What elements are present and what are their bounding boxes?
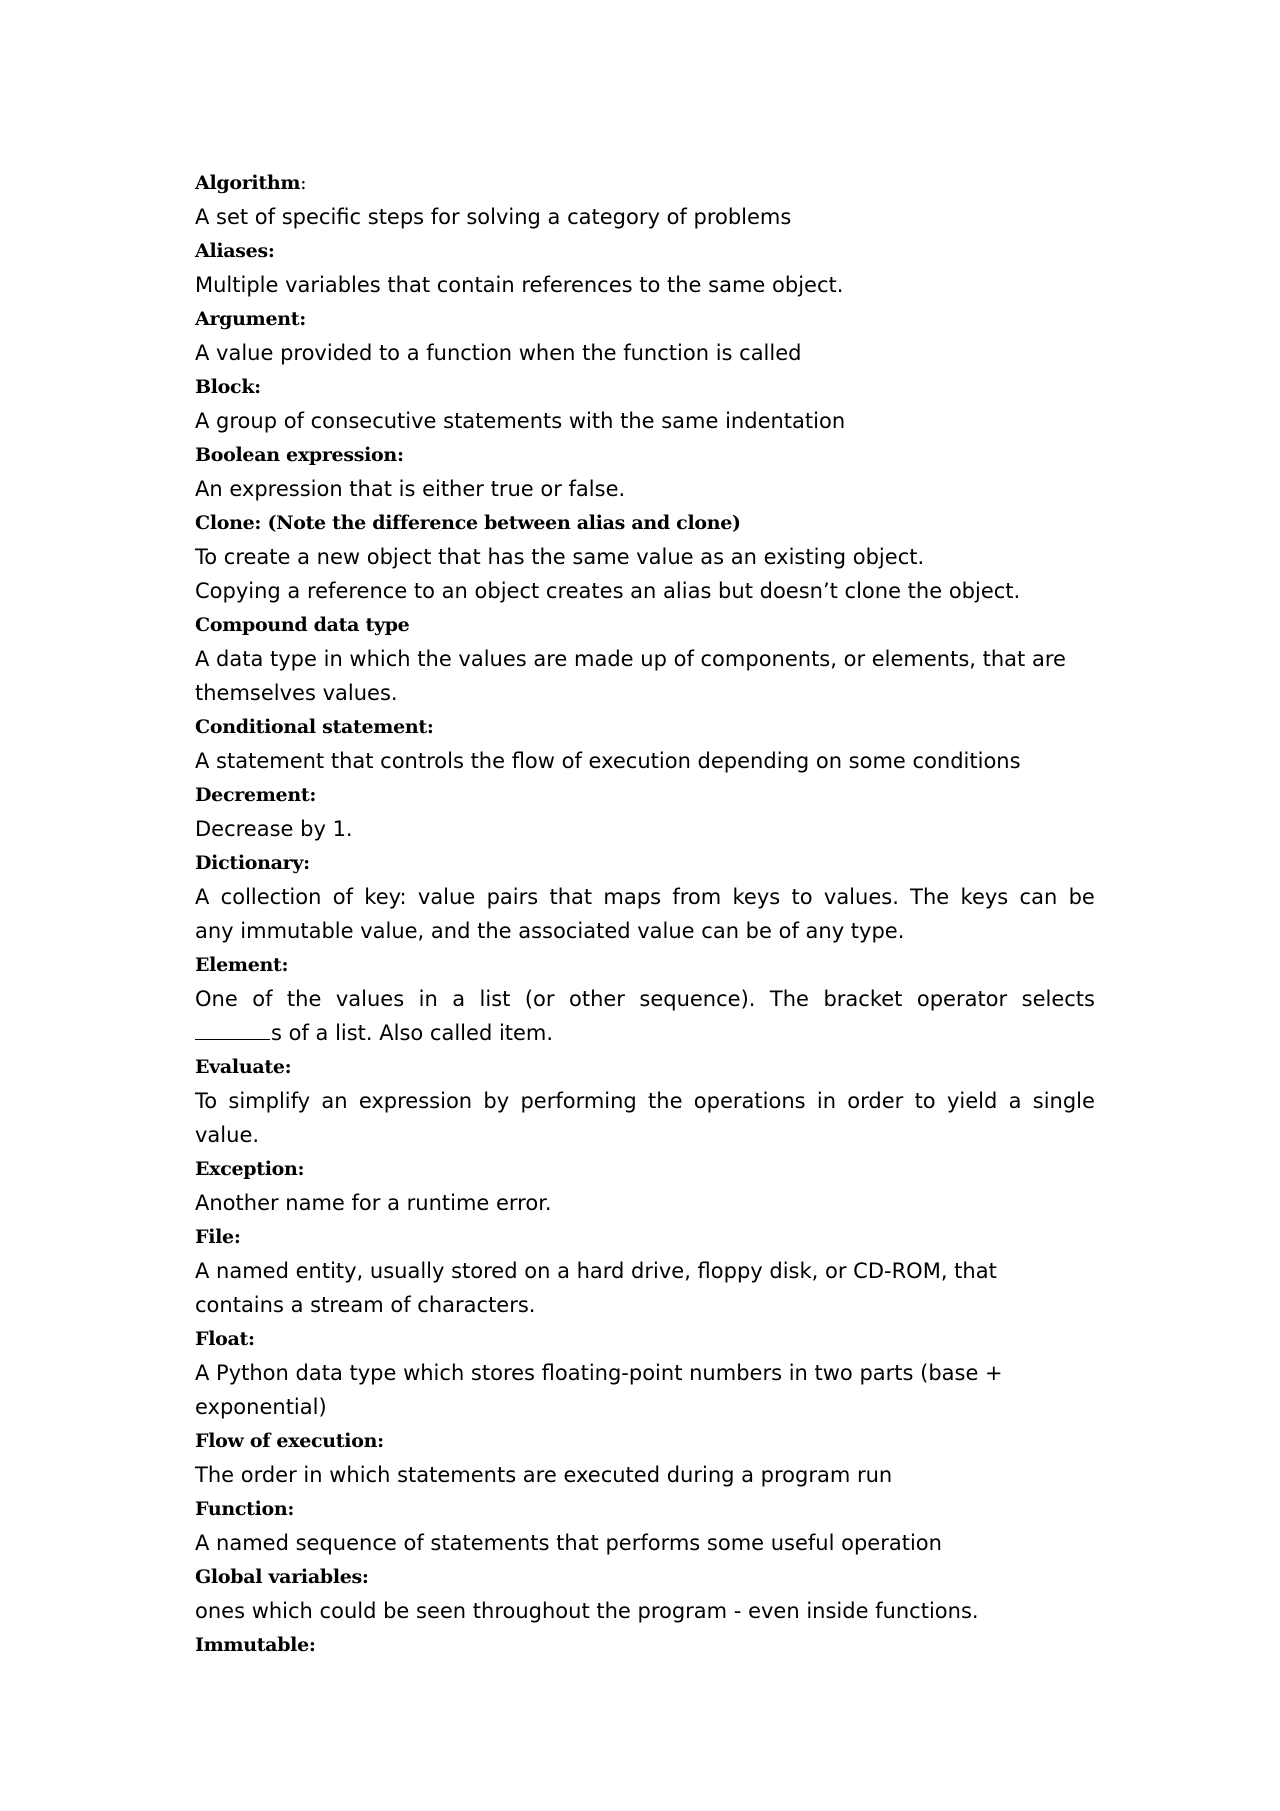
word: expression	[358, 1089, 473, 1113]
term-flow-of-execution: Flow of execution:	[195, 1430, 384, 1452]
word: that	[549, 885, 593, 909]
word: to	[791, 885, 813, 909]
term-global-variables: Global variables:	[195, 1566, 369, 1588]
definition-line: A Python data type which stores floating-point numbers in two parts (base +	[195, 1361, 1003, 1385]
definition-line: any immutable value, and the associated value can be of any type.	[195, 919, 905, 943]
definition-line-with-blank: s of a list. Also called item.	[195, 1016, 1095, 1050]
word: selects	[1021, 987, 1095, 1011]
word: simplify	[228, 1089, 311, 1113]
word: To	[195, 1089, 218, 1113]
word: list	[479, 987, 511, 1011]
word: The	[769, 987, 809, 1011]
word: a	[1008, 1089, 1022, 1113]
word: One	[195, 987, 238, 1011]
word: other	[568, 987, 625, 1011]
definition-line-justified	[195, 880, 1095, 914]
definition-line: Multiple variables that contain references to the same object.	[195, 273, 844, 297]
definition-line: A named sequence of statements that performs some useful operation	[195, 1531, 942, 1555]
definition-line: ones which could be seen throughout the program - even inside functions.	[195, 1599, 979, 1623]
word: key:	[364, 885, 407, 909]
definition-line: A data type in which the values are made up of components, or elements, that are	[195, 647, 1066, 671]
word: (or	[524, 987, 555, 1011]
word: values	[335, 987, 405, 1011]
definition-line: To create a new object that has the same value as an existing object.	[195, 545, 925, 569]
definition-line: A statement that controls the flow of execution depending on some conditions	[195, 749, 1021, 773]
word: an	[321, 1089, 348, 1113]
term-function: Function:	[195, 1498, 295, 1520]
term-exception: Exception:	[195, 1158, 305, 1180]
definition-line: Decrease by 1.	[195, 817, 353, 841]
word: of	[252, 987, 273, 1011]
word: to	[914, 1089, 936, 1113]
word: in	[816, 1089, 837, 1113]
word: from	[672, 885, 722, 909]
word: keys	[960, 885, 1009, 909]
word: performing	[520, 1089, 637, 1113]
term-element: Element:	[195, 954, 289, 976]
term-float: Float:	[195, 1328, 255, 1350]
definition-line: Copying a reference to an object creates an alias but doesn’t clone the object.	[195, 579, 1021, 603]
definition-line: themselves values.	[195, 681, 398, 705]
definition-line: A set of specific steps for solving a category of problems	[195, 205, 792, 229]
word: collection	[220, 885, 322, 909]
term-algorithm: Algorithm:	[195, 172, 307, 194]
term-dictionary: Dictionary:	[195, 852, 310, 874]
definition-line-justified	[195, 1084, 1095, 1118]
term-block: Block:	[195, 376, 261, 398]
word: of	[332, 885, 353, 909]
word: the	[648, 1089, 683, 1113]
glossary-page	[195, 166, 1095, 1662]
definition-line: A named entity, usually stored on a hard drive, floppy disk, or CD-ROM, that	[195, 1259, 997, 1283]
definition-line: Another name for a runtime error.	[195, 1191, 552, 1215]
definition-line: A value provided to a function when the function is called	[195, 341, 802, 365]
definition-line: exponential)	[195, 1395, 327, 1419]
word: sequence).	[639, 987, 756, 1011]
term-aliases: Aliases:	[195, 240, 275, 262]
word: value	[417, 885, 476, 909]
word: a	[452, 987, 466, 1011]
word: values.	[823, 885, 899, 909]
word: the	[286, 987, 322, 1011]
term-argument: Argument:	[195, 308, 306, 330]
word: by	[483, 1089, 510, 1113]
word: yield	[946, 1089, 998, 1113]
definition-line: contains a stream of characters.	[195, 1293, 536, 1317]
word: can	[1019, 885, 1058, 909]
word: order	[847, 1089, 904, 1113]
word: The	[910, 885, 950, 909]
term-decrement: Decrement:	[195, 784, 317, 806]
word: maps	[603, 885, 662, 909]
term-immutable: Immutable:	[195, 1634, 316, 1656]
term-boolean-expression: Boolean expression:	[195, 444, 404, 466]
word: keys	[732, 885, 781, 909]
word: operator	[916, 987, 1008, 1011]
term-evaluate: Evaluate:	[195, 1056, 292, 1078]
word: be	[1068, 885, 1095, 909]
definition-line: An expression that is either true or false.	[195, 477, 626, 501]
term-clone: Clone: (Note the difference between alias and clone)	[195, 512, 741, 534]
word: single	[1032, 1089, 1095, 1113]
fill-in-blank	[195, 1017, 270, 1040]
definition-line: value.	[195, 1123, 260, 1147]
term-conditional-statement: Conditional statement:	[195, 716, 434, 738]
word: A	[195, 885, 210, 909]
term-compound-data-type: Compound data type	[195, 614, 410, 636]
word: in	[418, 987, 438, 1011]
term-file: File:	[195, 1226, 241, 1248]
word: operations	[693, 1089, 806, 1113]
definition-line: The order in which statements are executed during a program run	[195, 1463, 893, 1487]
word: bracket	[823, 987, 903, 1011]
word: pairs	[486, 885, 539, 909]
definition-line: A group of consecutive statements with the same indentation	[195, 409, 846, 433]
definition-line-justified	[195, 982, 1095, 1016]
